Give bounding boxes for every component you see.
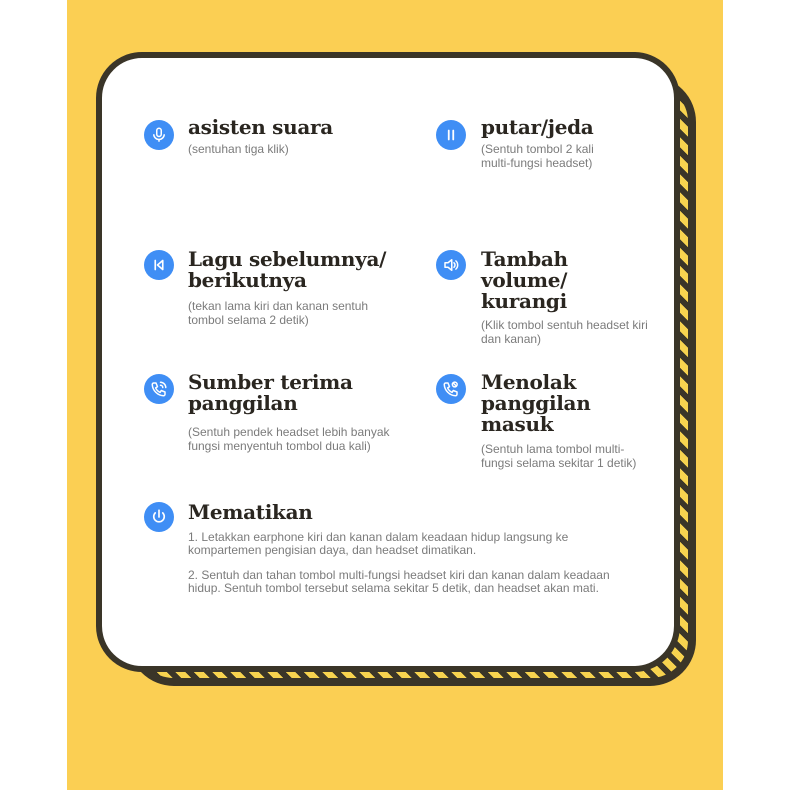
item-description: (Sentuh tombol 2 kali multi-fungsi headset) [481,142,594,170]
item-description: (Sentuh lama tombol multi-fungsi selama sekitar 1 detik) [481,442,637,470]
power-icon [144,502,174,532]
power-off-step-2: 2. Sentuh dan tahan tombol multi-fungsi headset kiri dan kanan dalam keadaan hidup. Sentuh tombol tersebut selama sekitar 5 detik, dan headset akan mati. [188,568,610,595]
phone-reject-icon [436,374,466,404]
item-title: Tambah volume/ kurangi [481,247,568,313]
item-description: (Sentuh pendek headset lebih banyak fungsi menyentuh tombol dua kali) [188,425,390,453]
item-title: Lagu sebelumnya/ berikutnya [188,247,387,292]
item-description: (tekan lama kiri dan kanan sentuh tombol selama 2 detik) [188,299,369,327]
pause-icon [436,120,466,150]
microphone-icon [144,120,174,150]
item-title: Menolak panggilan masuk [481,370,591,436]
item-title: asisten suara [188,115,333,139]
power-off-title: Mematikan [188,500,313,524]
skip-previous-icon [144,250,174,280]
power-off-step-1: 1. Letakkan earphone kiri dan kanan dalam keadaan hidup langsung ke kompartemen pengisian daya, dan headset dimatikan. [188,530,569,557]
phone-answer-icon [144,374,174,404]
item-description: (sentuhan tiga klik) [188,142,289,156]
volume-icon [436,250,466,280]
item-title: putar/jeda [481,115,594,139]
item-title: Sumber terima panggilan [188,370,353,415]
item-description: (Klik tombol sentuh headset kiri dan kanan) [481,318,648,346]
